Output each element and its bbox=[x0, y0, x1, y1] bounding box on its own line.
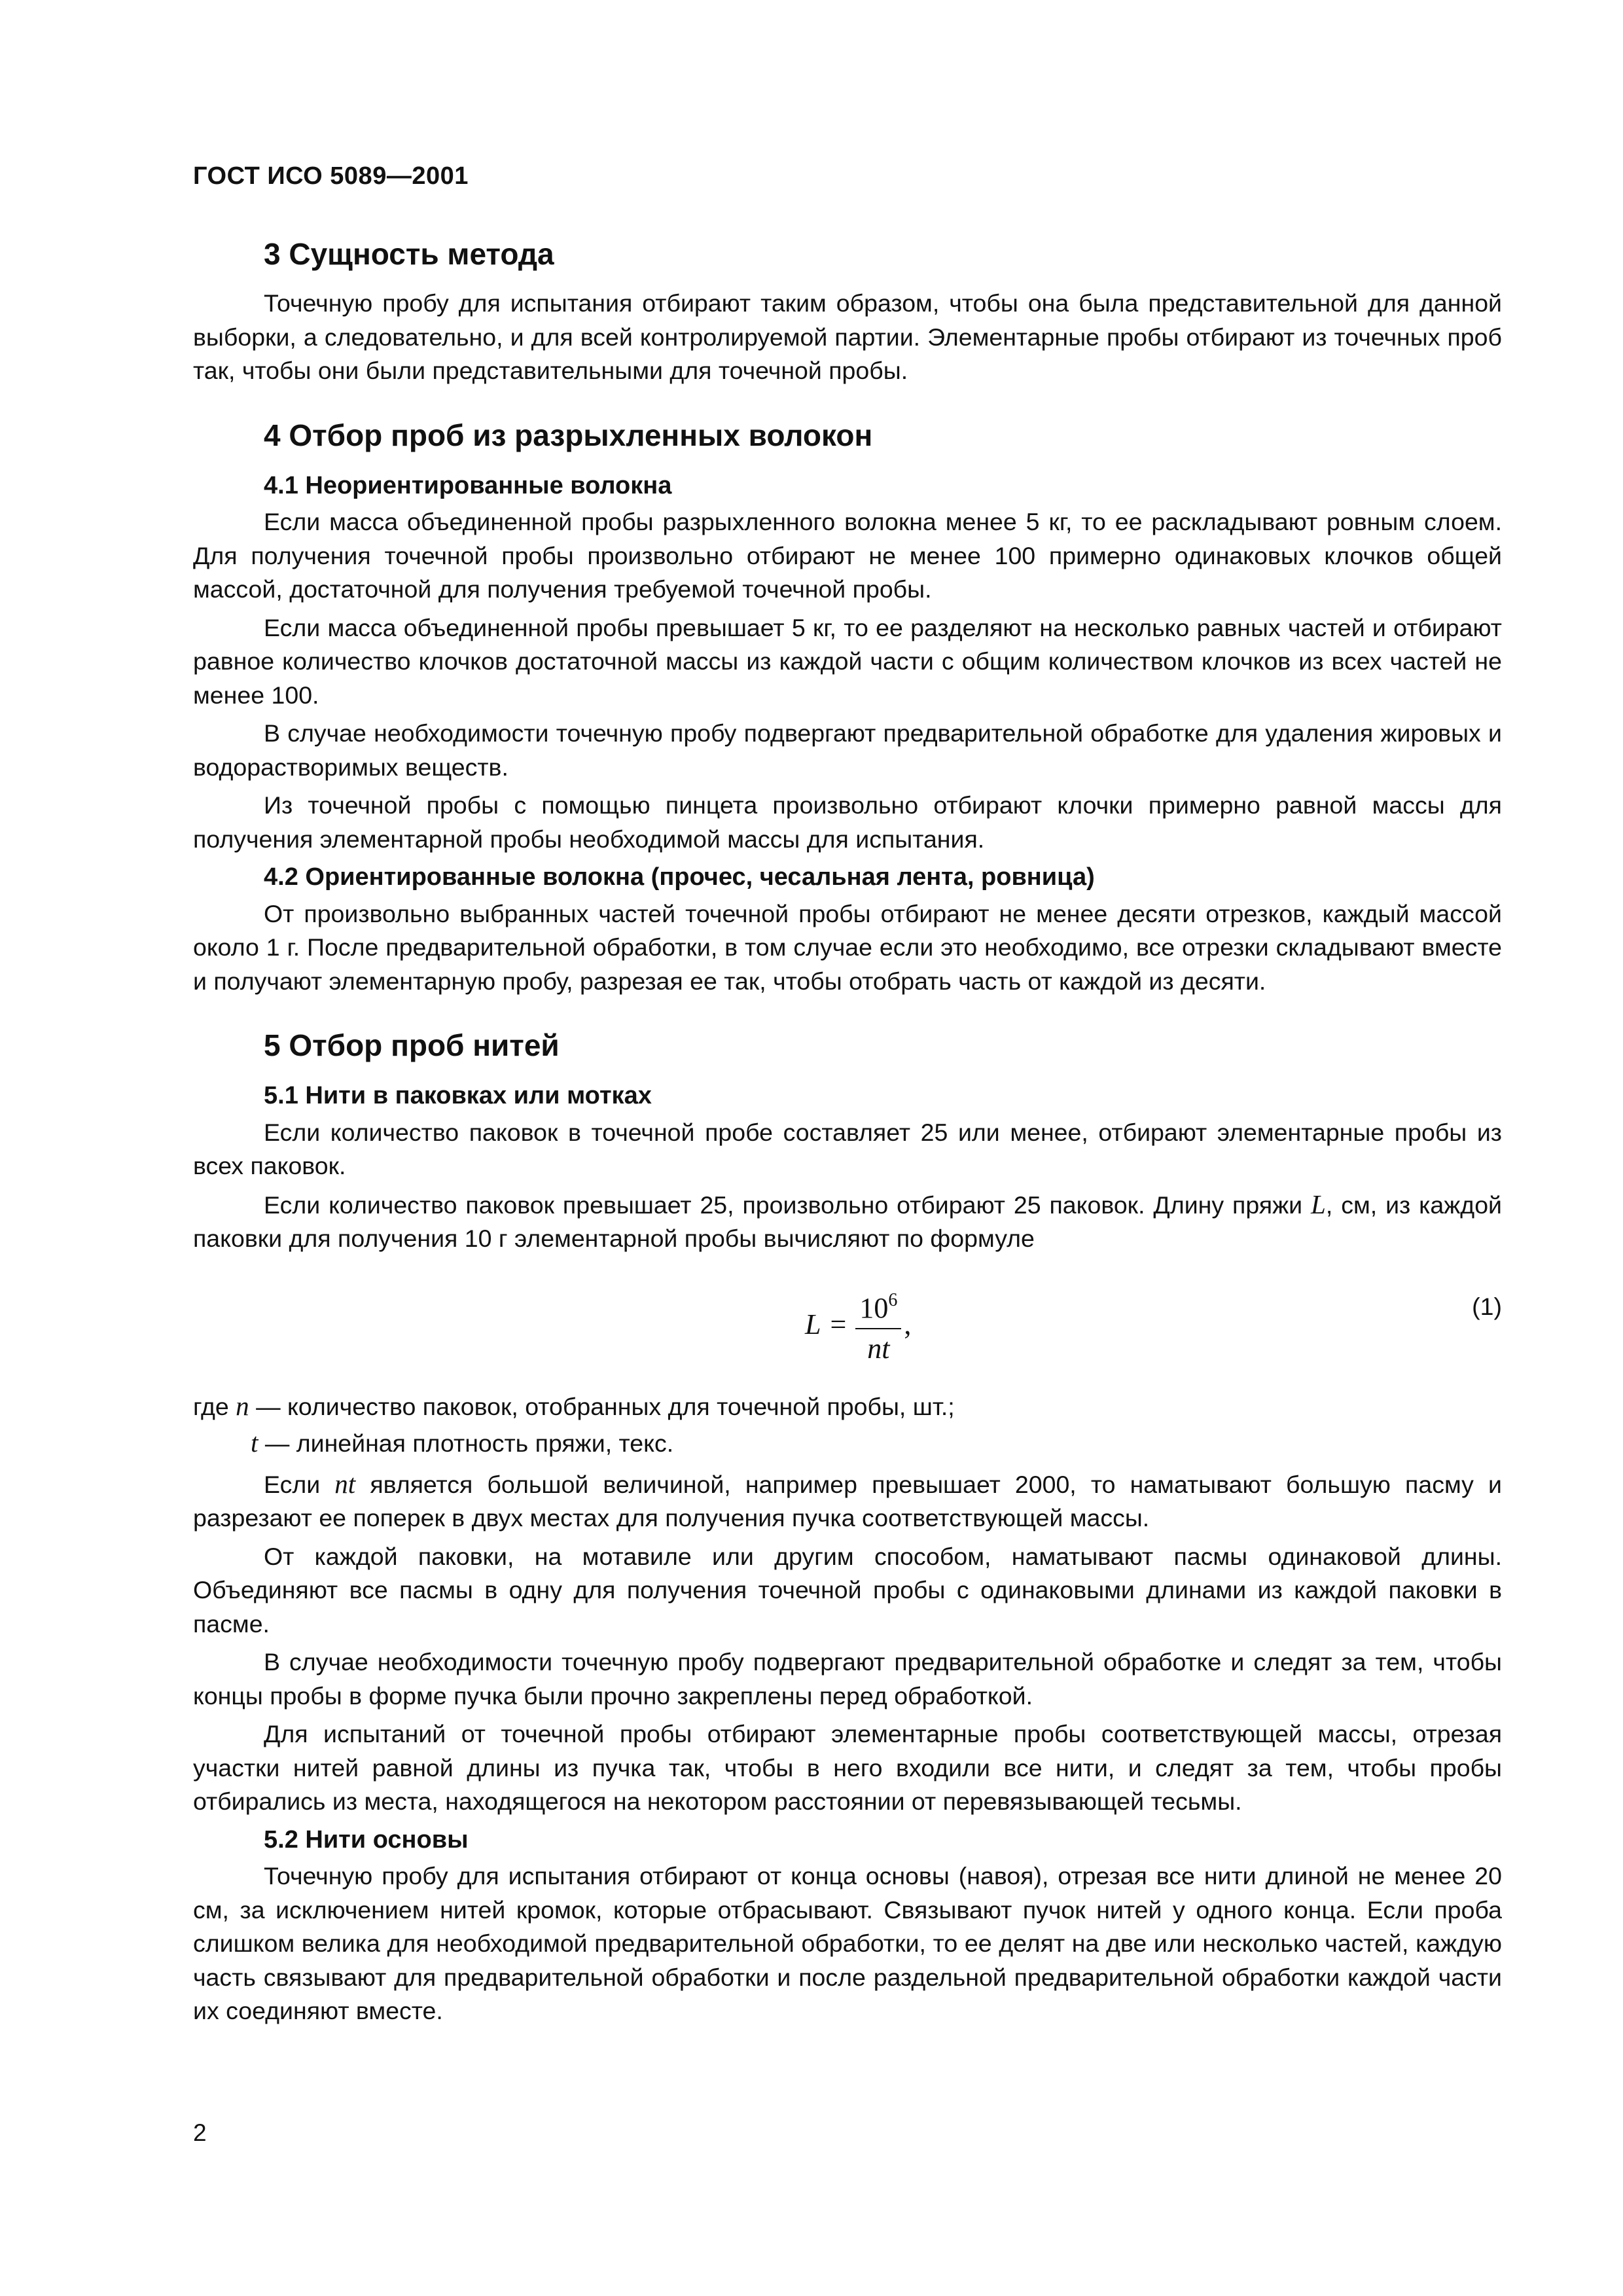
subsection-4-2-title: 4.2 Ориентированные волокна (прочес, чесальная лента, ровница) bbox=[264, 863, 1095, 891]
formula-comma: , bbox=[904, 1308, 912, 1340]
paragraph bbox=[193, 1467, 1502, 1535]
paragraph: В случае необходимости точечную пробу подвергают предварительной обработке и следят за тем, чтобы концы пробы в форме пучка были прочно закреплены перед обработкой. bbox=[193, 1648, 1502, 1710]
where-line-n bbox=[193, 1390, 1502, 1424]
text: — количество паковок, отобранных для точечной пробы, шт.; bbox=[249, 1392, 955, 1420]
formula-fraction bbox=[855, 1285, 901, 1365]
paragraph: Для испытаний от точечной пробы отбирают элементарные пробы соответствующей массы, отрезая участки нитей равной длины из пучка так, чтобы в него входили все нити, и следят за тем, чтобы пробы отбирались из места, находящегося на некотором расстоянии от перевязывающей тесьмы. bbox=[193, 1720, 1502, 1815]
paragraph: Если количество паковок в точечной пробе составляет 25 или менее, отбирают элементарные пробы из всех паковок. bbox=[193, 1118, 1502, 1179]
paragraph: В случае необходимости точечную пробу подвергают предварительной обработке для удаления жировых и водорастворимых веществ. bbox=[193, 719, 1502, 781]
text: — линейная плотность пряжи, текс. bbox=[258, 1429, 674, 1457]
section-3-paragraph: Точечную пробу для испытания отбирают таким образом, чтобы она была представительной для данной выборки, а следовательно, и для всей контролируемой партии. Элементарные пробы отбирают из точечных проб так, чтобы они были представительными для точечной пробы. bbox=[193, 289, 1502, 384]
paragraph: Из точечной пробы с помощью пинцета произвольно отбирают клочки примерно равной массы для получения элементарной пробы необходимой массы для испытания. bbox=[193, 791, 1502, 853]
paragraph: Если масса объединенной пробы превышает 5 кг, то ее разделяют на несколько равных частей и отбирают равное количество клочков достаточной массы из каждой части с общим количеством клочков из всех частей не менее 100. bbox=[193, 613, 1502, 709]
formula-number: (1) bbox=[1472, 1292, 1502, 1320]
section-3-title: 3 Сущность метода bbox=[264, 237, 554, 271]
document-body bbox=[193, 223, 1502, 2033]
numerator-base: 10 bbox=[859, 1291, 889, 1324]
text: , см, из каждой паковки для получения 10 г элементарной пробы вычисляют по формуле bbox=[193, 1191, 1502, 1252]
formula bbox=[805, 1276, 911, 1374]
standard-header: ГОСТ ИСО 5089—2001 bbox=[193, 162, 469, 190]
paragraph: Точечную пробу для испытания отбирают от конца основы (навоя), отрезая все нити длиной не менее 20 см, за исключением нитей кромок, которые отбрасывают. Связывают пучок нитей у одного конца. Если проба слишком велика для необходимой предварительной обработки, то ее делят на две или несколько частей, каждую часть связывают для предварительной обработки и после раздельной предварительной обработки каждой части их соединяют вместе. bbox=[193, 1862, 1502, 2024]
subsection-5-1-title: 5.1 Нити в паковках или мотках bbox=[264, 1082, 652, 1109]
page-number: 2 bbox=[193, 2119, 207, 2146]
subsection-4-1-title: 4.1 Неориентированные волокна bbox=[264, 471, 672, 499]
text: где bbox=[193, 1392, 236, 1420]
paragraph bbox=[193, 1188, 1502, 1256]
variable-nt: nt bbox=[334, 1468, 356, 1499]
text: Если bbox=[264, 1470, 335, 1498]
formula-block bbox=[193, 1276, 1502, 1380]
formula-equals: = bbox=[830, 1308, 847, 1340]
variable-L: L bbox=[1311, 1189, 1326, 1219]
section-4-title: 4 Отбор проб из разрыхленных волокон bbox=[264, 418, 873, 452]
variable-n: n bbox=[236, 1390, 249, 1421]
formula-numerator bbox=[855, 1285, 901, 1329]
where-line-t bbox=[193, 1426, 1502, 1461]
paragraph: От каждой паковки, на мотавиле или другим способом, наматывают пасмы одинаковой длины. Объединяют все пасмы в одну для получения точечной пробы с одинаковыми длинами из каждой паковки в пасме. bbox=[193, 1542, 1502, 1638]
variable-t: t bbox=[251, 1427, 259, 1458]
text: является большой величиной, например превышает 2000, то наматывают большую пасму и разрезают ее поперек в двух местах для получения пучка соответствующей массы. bbox=[193, 1470, 1502, 1532]
paragraph: Если масса объединенной пробы разрыхленного волокна менее 5 кг, то ее раскладывают ровным слоем. Для получения точечной пробы произвольно отбирают не менее 100 примерно одинаковых клочков общей массой, достаточной для получения требуемой точечной пробы. bbox=[193, 508, 1502, 603]
formula-lhs: L bbox=[805, 1308, 821, 1340]
paragraph: От произвольно выбранных частей точечной пробы отбирают не менее десяти отрезков, каждый массой около 1 г. После предварительной обработки, в том случае если это необходимо, все отрезки складывают вместе и получают элементарную пробу, разрезая ее так, чтобы отобрать часть от каждой из десяти. bbox=[193, 899, 1502, 995]
formula-denominator: nt bbox=[867, 1332, 890, 1365]
numerator-exponent: 6 bbox=[888, 1289, 898, 1310]
subsection-5-2-title: 5.2 Нити основы bbox=[264, 1825, 469, 1854]
section-5-title: 5 Отбор проб нитей bbox=[264, 1028, 560, 1062]
text: Если количество паковок превышает 25, произвольно отбирают 25 паковок. Длину пряжи bbox=[264, 1191, 1311, 1219]
